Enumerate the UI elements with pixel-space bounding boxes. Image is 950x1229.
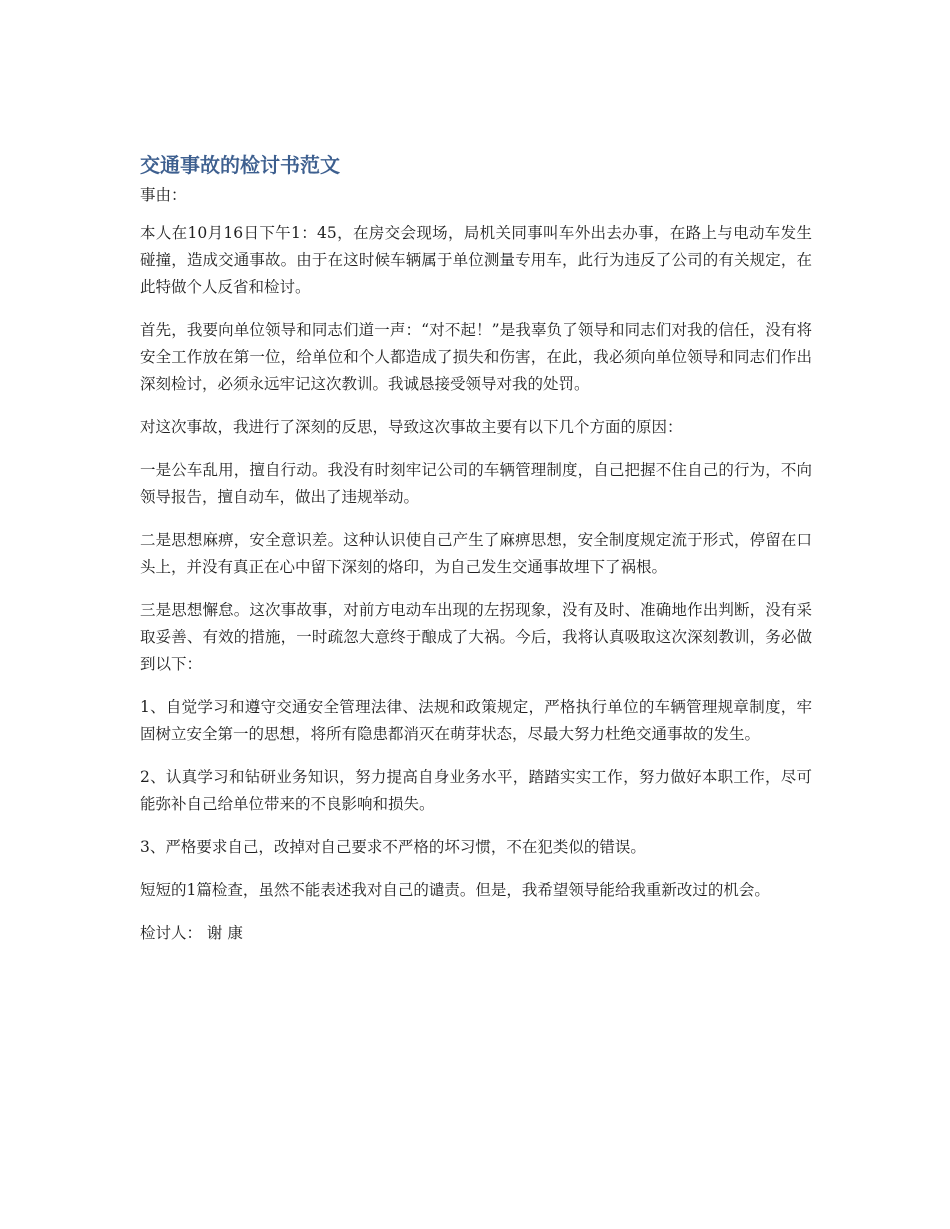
reason-label: 事由： [140, 186, 187, 204]
paragraph-reflection-intro: 对这次事故，我进行了深刻的反思，导致这次事故主要有以下几个方面的原因： [140, 418, 683, 436]
paragraph-apology: 首先，我要向单位领导和同志们道一声：“对不起！”是我辜负了领导和同志们对我的信任，没有将安全工作放在第一位，给单位和个人都造成了损失和伤害，在此，我必须向单位领导和同志们作出深刻检讨，必须永远牢记这次教训。我诚恳接受领导对我的处罚。 [140, 321, 812, 393]
paragraph-reason-three: 三是思想懈怠。这次事故事，对前方电动车出现的左拐现象，没有及时、准确地作出判断，没有采取妥善、有效的措施，一时疏忽大意终于酿成了大祸。今后，我将认真吸取这次深刻教训，务必做到以下： [140, 601, 812, 673]
paragraph-reason-one: 一是公车乱用，擅自行动。我没有时刻牢记公司的车辆管理制度，自己把握不住自己的行为，不向领导报告，擅自动车，做出了违规举动。 [140, 461, 812, 506]
list-item-commitment-2: 2、认真学习和钻研业务知识，努力提高自身业务水平，踏踏实实工作，努力做好本职工作，尽可能弥补自己给单位带来的不良影响和损失。 [140, 768, 812, 813]
list-item-commitment-1: 1、自觉学习和遵守交通安全管理法律、法规和政策规定，严格执行单位的车辆管理规章制度，牢固树立安全第一的思想，将所有隐患都消灭在萌芽状态，尽最大努力杜绝交通事故的发生。 [140, 698, 812, 743]
paragraph-incident: 本人在10月16日下午1：45，在房交会现场，局机关同事叫车外出去办事，在路上与电动车发生碰撞，造成交通事故。由于在这时候车辆属于单位测量专用车，此行为违反了公司的有关规定，在此特做个人反省和检讨。 [140, 224, 812, 296]
signature-line: 检讨人： 谢 康 [140, 924, 243, 942]
paragraph-reason-two: 二是思想麻痹，安全意识差。这种认识使自己产生了麻痹思想，安全制度规定流于形式，停留在口头上，并没有真正在心中留下深刻的烙印，为自己发生交通事故埋下了祸根。 [140, 531, 812, 576]
list-item-commitment-3: 3、严格要求自己，改掉对自己要求不严格的坏习惯，不在犯类似的错误。 [140, 838, 646, 856]
document-title: 交通事故的检讨书范文 [140, 153, 340, 177]
paragraph-conclusion: 短短的1篇检查，虽然不能表述我对自己的谴责。但是，我希望领导能给我重新改过的机会。 [140, 881, 770, 899]
document-body [140, 150, 812, 963]
